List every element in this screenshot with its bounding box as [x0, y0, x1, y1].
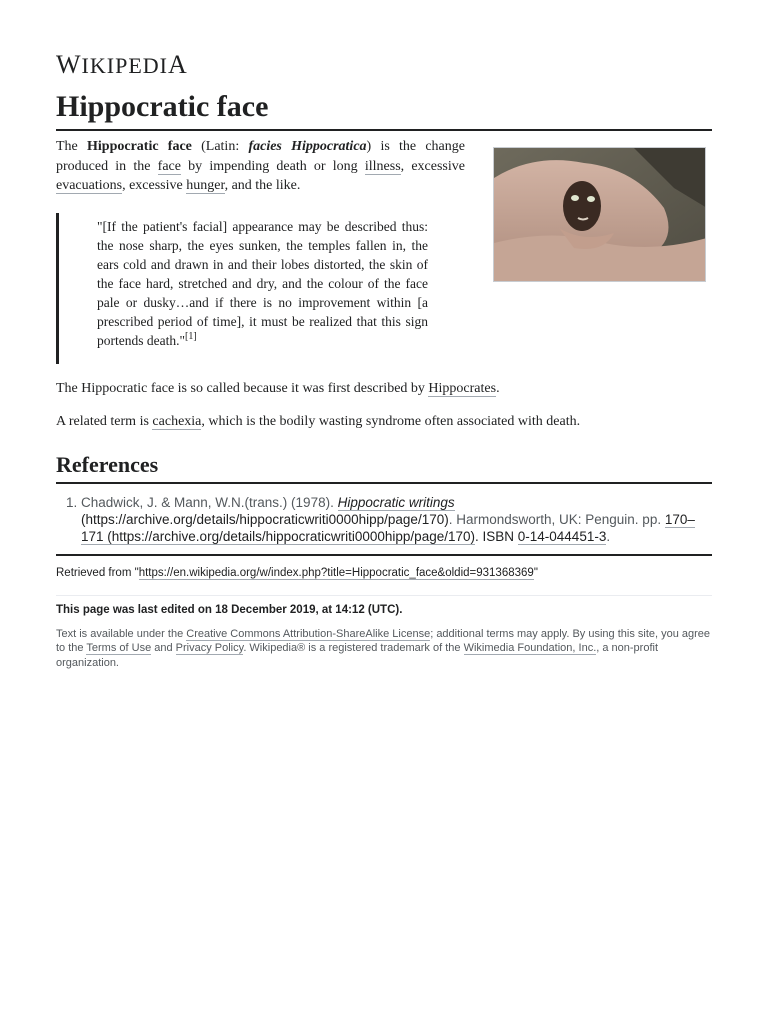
article-thumbnail[interactable]	[493, 147, 706, 282]
paragraph-origin: The Hippocratic face is so called because it was first described by Hippocrates.	[56, 380, 500, 396]
wordmark-letter: W	[56, 50, 82, 79]
references-list	[56, 494, 712, 545]
list-item: 1. Chadwick, J. & Mann, W.N.(trans.) (1978). Hippocratic writings (https://archive.org/details/hippocraticwriti0000hipp/page/170). Harmondsworth, UK: Penguin. pp. 170–171 (https://archive.org/details/hippocraticwriti0000hipp/page/170). ISBN 0-14-044451-3.	[81, 494, 712, 545]
link-face[interactable]: face	[157, 158, 181, 174]
last-edited: This page was last edited on 18 December 2019, at 14:12 (UTC).	[56, 603, 403, 616]
permanent-link[interactable]: https://en.wikipedia.org/w/index.php?title=Hippocratic_face&oldid=931368369	[138, 566, 534, 579]
lead-paragraph: The Hippocratic face (Latin: facies Hippocratica) is the change produced in the face by impending death or long illness, excessive evacuations, excessive hunger, and the like.	[56, 139, 465, 193]
bold-term: Hippocratic face	[87, 139, 192, 154]
link-cachexia[interactable]: cachexia	[152, 414, 202, 429]
privacy-policy-link[interactable]: Privacy Policy	[175, 642, 244, 654]
link-illness[interactable]: illness	[364, 158, 401, 174]
reference-title-link[interactable]: Hippocratic writings	[337, 494, 455, 510]
wordmark-letter: A	[167, 50, 188, 79]
reference-pages-link[interactable]: 170–171 (https://archive.org/details/hippocraticwriti0000hipp/page/170)	[81, 511, 695, 544]
link-evacuations[interactable]: evacuations	[56, 178, 123, 193]
references-heading: References	[56, 451, 712, 484]
license-text: Text is available under the Creative Commons Attribution-ShareAlike License; additional terms may apply. By using this site, you agree to the Terms of Use and Privacy Policy. Wikipedia® is a registered trademark of the Wikimedia Foundation, Inc., a non-profit organization.	[56, 627, 711, 669]
citation-link[interactable]: [1]	[185, 330, 197, 342]
isbn-link[interactable]: 0-14-044451-3	[517, 528, 607, 544]
link-hunger[interactable]: hunger	[186, 178, 225, 193]
wikipedia-wordmark[interactable]	[56, 50, 712, 79]
page-title: Hippocratic face	[56, 89, 712, 131]
article-body	[56, 137, 712, 670]
cc-license-link[interactable]: Creative Commons Attribution-ShareAlike License	[186, 627, 431, 640]
patient-photo-icon	[494, 148, 706, 282]
link-hippocrates[interactable]: Hippocrates	[428, 380, 497, 396]
terms-of-use-link[interactable]: Terms of Use	[86, 642, 152, 654]
wordmark-letters: IKIPEDI	[81, 53, 168, 78]
retrieved-from: Retrieved from "https://en.wikipedia.org/w/index.php?title=Hippocratic_face&oldid=931368369"	[56, 566, 538, 579]
reference-url: (https://archive.org/details/hippocraticwriti0000hipp/page/170)	[81, 511, 449, 527]
wikimedia-foundation-link[interactable]: Wikimedia Foundation, Inc.	[463, 642, 597, 654]
footer-divider	[56, 554, 712, 556]
hippocrates-quote: "[If the patient's facial] appearance may be described thus: the nose sharp, the eyes sunken, the temples fallen in, the ears cold and drawn in and their lobes distorted, the skin of the face hard, stretched and dry, and the colour of the face pale or dusky…and if there is no improvement within [a prescribed period of time], it must be realized that this sign portends death."[1]	[56, 213, 428, 364]
latin-term: facies Hippocratica	[248, 139, 367, 154]
paragraph-related: A related term is cachexia, which is the bodily wasting syndrome often associated with death.	[56, 414, 581, 429]
footer-thin-divider	[56, 595, 712, 596]
